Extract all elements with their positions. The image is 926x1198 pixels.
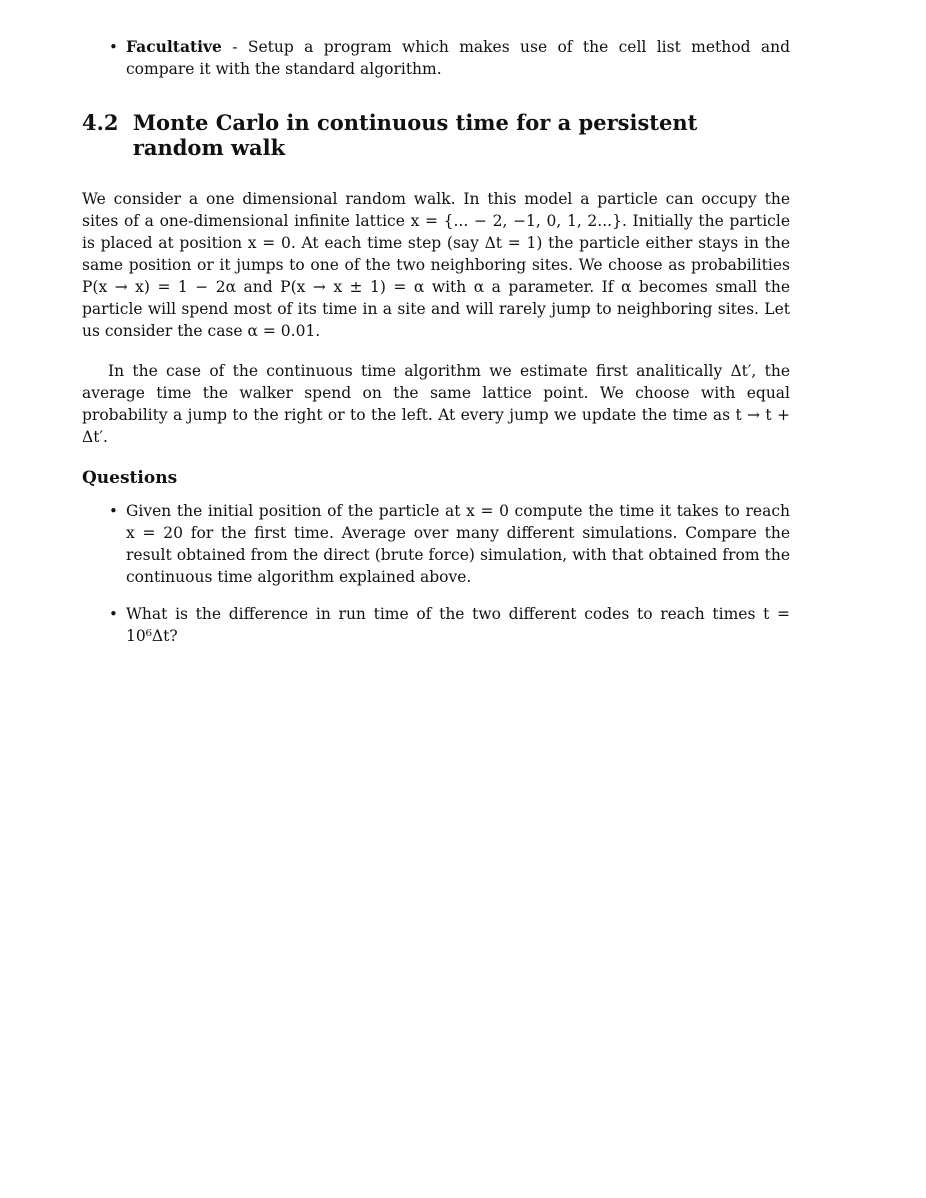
facultative-text: - Setup a program which makes use of the cell list method and compare it with the standard algorithm. — [126, 38, 790, 78]
questions-heading: Questions — [82, 468, 178, 488]
section-title: Monte Carlo in continuous time for a persistent random walk — [132, 110, 698, 160]
question-item — [82, 603, 790, 647]
facultative-item — [82, 36, 790, 80]
question-text: Given the initial position of the particle at x = 0 compute the time it takes to reach x = 20 for the first time. Average over many different simulations. Compare the result obtained from the direct (brute force) simulation, with that obtained from the continuous time algorithm explained above. — [126, 502, 790, 586]
section-number: 4.2 — [82, 110, 119, 135]
paragraph-continuous-time: In the case of the continuous time algorithm we estimate first analitically Δt′, the average time the walker spend on the same lattice point. We choose with equal probability a jump to the right or to the left. At every jump we update the time as t → t + Δt′. — [82, 362, 790, 446]
bullet-icon: • — [109, 38, 118, 56]
questions-list — [82, 500, 790, 647]
paragraph-intro: We consider a one dimensional random walk. In this model a particle can occupy the sites of a one-dimensional infinite lattice x = {... − 2, −1, 0, 1, 2...}. Initially the particle is placed at position x = 0. At each time step (say Δt = 1) the particle either stays in the same position or it jumps to one of the two neighboring sites. We choose as probabilities P(x → x) = 1 − 2α and P(x → x ± 1) = α with α a parameter. If α becomes small the particle will spend most of its time in a site and will rarely jump to neighboring sites. Let us consider the case α = 0.01. — [82, 190, 790, 340]
section-heading — [82, 110, 790, 160]
question-text: What is the difference in run time of the two different codes to reach times t = 10⁶Δt? — [126, 605, 790, 645]
document-page — [82, 36, 790, 662]
bullet-icon: • — [109, 605, 118, 623]
question-item — [82, 500, 790, 588]
bullet-icon: • — [109, 502, 118, 520]
facultative-list — [82, 36, 790, 80]
facultative-term: Facultative — [126, 37, 222, 56]
